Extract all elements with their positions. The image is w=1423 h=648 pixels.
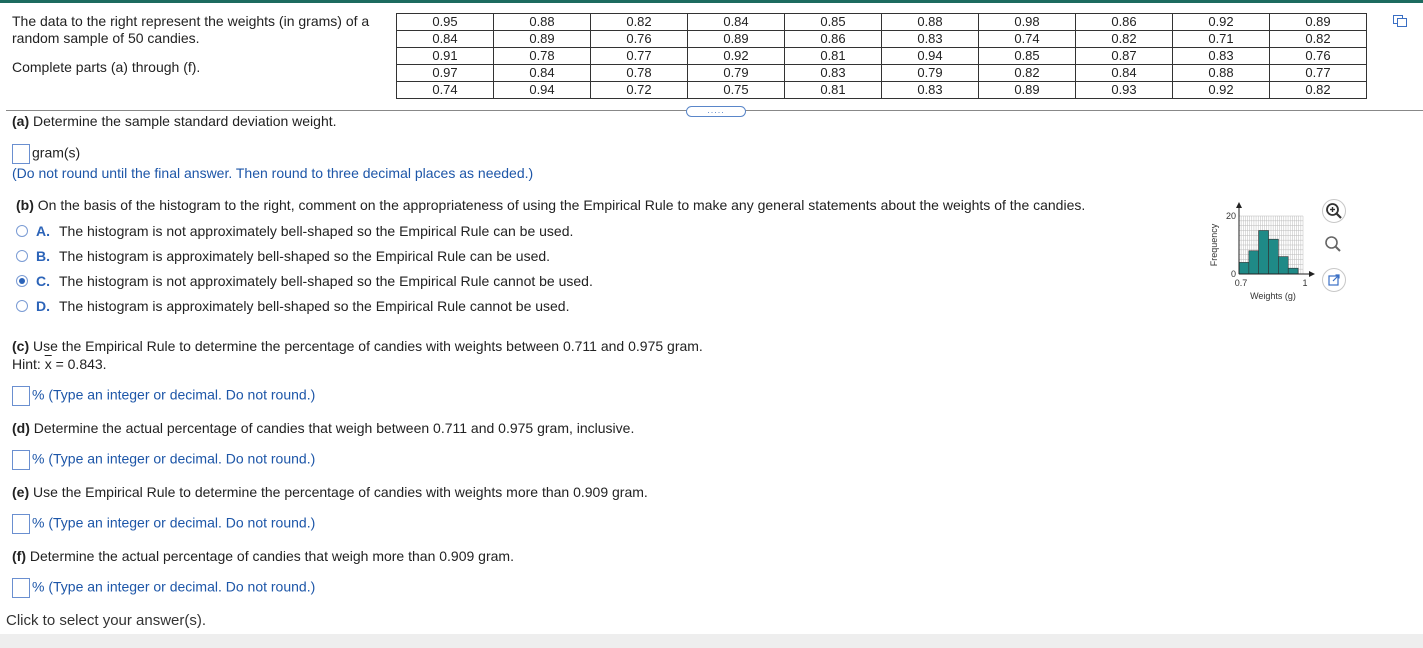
table-cell: 0.92: [1173, 14, 1270, 31]
radio-button[interactable]: [16, 300, 28, 312]
zoom-in-button[interactable]: [1322, 199, 1346, 223]
table-cell: 0.94: [882, 48, 979, 65]
table-cell: 0.71: [1173, 31, 1270, 48]
part-e-answer-row: [12, 514, 315, 534]
table-cell: 0.82: [591, 14, 688, 31]
intro-line-1: The data to the right represent the weights (in grams) of a random sample of 50 candies.: [12, 13, 370, 46]
table-cell: 0.97: [397, 65, 494, 82]
external-link-icon: [1323, 269, 1345, 291]
table-cell: 0.89: [688, 31, 785, 48]
table-row: [397, 82, 1367, 99]
part-c-suffix: % (Type an integer or decimal. Do not round.): [32, 386, 316, 403]
problem-intro: [12, 13, 396, 76]
part-b-label: (b): [16, 197, 34, 213]
table-row: [397, 48, 1367, 65]
table-cell: 0.77: [591, 48, 688, 65]
y-axis-arrow: [1236, 202, 1242, 208]
copy-data-icon[interactable]: [1393, 15, 1407, 27]
x-tick-label: 0.7: [1234, 278, 1248, 288]
choice-text: The histogram is approximately bell-shaped so the Empirical Rule can be used.: [59, 248, 551, 264]
zoom-in-icon: [1323, 200, 1345, 222]
top-accent-bar: [0, 0, 1423, 3]
footer-bar: [0, 634, 1423, 648]
part-e-text: Use the Empirical Rule to determine the percentage of candies with weights more than 0.909 gram.: [33, 484, 648, 500]
histogram-chart: [1205, 198, 1315, 308]
table-cell: 0.83: [785, 65, 882, 82]
table-cell: 0.84: [494, 65, 591, 82]
zoom-out-button[interactable]: [1322, 233, 1344, 255]
table-cell: 0.81: [785, 48, 882, 65]
table-cell: 0.88: [494, 14, 591, 31]
histogram-bar: [1249, 251, 1259, 274]
table-cell: 0.87: [1076, 48, 1173, 65]
part-d-label: (d): [12, 420, 30, 436]
histogram-bar: [1269, 239, 1279, 274]
part-a-answer-row: [12, 144, 80, 164]
part-c-answer-input[interactable]: [12, 386, 30, 406]
part-c-question: [12, 338, 703, 354]
y-tick-label: 0: [1230, 269, 1236, 279]
part-b-question: [16, 197, 1085, 213]
zoom-out-icon: [1322, 233, 1344, 255]
table-cell: 0.82: [1270, 82, 1367, 99]
table-cell: 0.84: [1076, 65, 1173, 82]
table-cell: 0.82: [1270, 31, 1367, 48]
table-row: [397, 65, 1367, 82]
table-cell: 0.84: [397, 31, 494, 48]
intro-line-2: Complete parts (a) through (f).: [12, 59, 201, 75]
table-cell: 0.83: [1173, 48, 1270, 65]
table-cell: 0.72: [591, 82, 688, 99]
part-d-answer-input[interactable]: [12, 450, 30, 470]
hint-prefix: Hint:: [12, 356, 41, 372]
table-cell: 0.76: [1270, 48, 1367, 65]
y-axis-label: Frequency: [1209, 223, 1219, 267]
table-cell: 0.92: [688, 48, 785, 65]
part-d-suffix: % (Type an integer or decimal. Do not round.): [32, 450, 316, 467]
part-f-question: [12, 548, 514, 564]
part-b-text: On the basis of the histogram to the right, comment on the appropriateness of using the Empirical Rule to make any general statements about the weights of the candies.: [37, 197, 1086, 213]
table-cell: 0.81: [785, 82, 882, 99]
part-c-text: Use the Empirical Rule to determine the percentage of candies with weights between 0.711 and 0.975 gram.: [33, 338, 703, 354]
part-d-answer-row: [12, 450, 315, 470]
table-cell: 0.83: [882, 82, 979, 99]
part-f-label: (f): [12, 548, 26, 564]
table-cell: 0.93: [1076, 82, 1173, 99]
table-row: [397, 14, 1367, 31]
x-tick-label: 1: [1302, 278, 1308, 288]
table-cell: 0.78: [591, 65, 688, 82]
choice-c[interactable]: [16, 272, 593, 290]
part-e-label: (e): [12, 484, 30, 500]
part-c-hint: [12, 356, 107, 372]
table-cell: 0.89: [979, 82, 1076, 99]
hint-xbar: $\overline{x}$: [44, 356, 52, 372]
table-cell: 0.89: [1270, 14, 1367, 31]
table-cell: 0.86: [785, 31, 882, 48]
hint-value: = 0.843.: [55, 356, 107, 372]
table-cell: 0.91: [397, 48, 494, 65]
histogram-bar: [1239, 262, 1249, 274]
table-cell: 0.79: [882, 65, 979, 82]
table-cell: 0.76: [591, 31, 688, 48]
table-cell: 0.85: [785, 14, 882, 31]
choice-text: The histogram is approximately bell-shaped so the Empirical Rule cannot be used.: [59, 298, 570, 314]
table-cell: 0.88: [882, 14, 979, 31]
part-a-note: (Do not round until the final answer. Then round to three decimal places as needed.): [12, 165, 534, 181]
choice-text: The histogram is not approximately bell-shaped so the Empirical Rule can be used.: [59, 223, 574, 239]
x-axis-arrow: [1309, 271, 1315, 277]
part-f-answer-input[interactable]: [12, 578, 30, 598]
table-cell: 0.79: [688, 65, 785, 82]
part-a-question: [12, 113, 337, 129]
radio-button[interactable]: [16, 275, 28, 287]
table-cell: 0.98: [979, 14, 1076, 31]
histogram-bar: [1259, 231, 1269, 275]
choice-a[interactable]: [16, 222, 573, 240]
choice-letter: A.: [36, 223, 50, 239]
choice-text: The histogram is not approximately bell-shaped so the Empirical Rule cannot be used.: [59, 273, 593, 289]
part-f-answer-row: [12, 578, 315, 598]
expand-handle[interactable]: .....: [686, 106, 746, 117]
table-cell: 0.84: [688, 14, 785, 31]
table-cell: 0.74: [979, 31, 1076, 48]
table-cell: 0.85: [979, 48, 1076, 65]
histogram-bar: [1278, 257, 1288, 274]
part-c-label: (c): [12, 338, 30, 354]
table-cell: 0.82: [979, 65, 1076, 82]
part-e-question: [12, 484, 648, 500]
table-cell: 0.89: [494, 31, 591, 48]
part-f-suffix: % (Type an integer or decimal. Do not round.): [32, 578, 316, 595]
table-cell: 0.95: [397, 14, 494, 31]
part-a-unit: gram(s): [32, 144, 81, 161]
table-cell: 0.78: [494, 48, 591, 65]
table-cell: 0.74: [397, 82, 494, 99]
choice-d[interactable]: [16, 297, 570, 315]
table-row: [397, 31, 1367, 48]
table-cell: 0.86: [1076, 14, 1173, 31]
radio-button[interactable]: [16, 225, 28, 237]
histogram-bar: [1288, 268, 1298, 274]
part-a-answer-input[interactable]: [12, 144, 30, 164]
y-tick-label: 20: [1225, 211, 1236, 221]
table-cell: 0.92: [1173, 82, 1270, 99]
choice-letter: D.: [36, 298, 50, 314]
choice-letter: C.: [36, 273, 50, 289]
table-cell: 0.82: [1076, 31, 1173, 48]
table-cell: 0.94: [494, 82, 591, 99]
part-e-suffix: % (Type an integer or decimal. Do not round.): [32, 514, 316, 531]
choice-letter: B.: [36, 248, 50, 264]
open-window-button[interactable]: [1322, 268, 1346, 292]
part-f-text: Determine the actual percentage of candies that weigh more than 0.909 gram.: [29, 548, 514, 564]
table-cell: 0.77: [1270, 65, 1367, 82]
choice-b[interactable]: [16, 247, 550, 265]
data-table: [396, 13, 1367, 99]
table-cell: 0.75: [688, 82, 785, 99]
x-axis-label: Weights (g): [1250, 291, 1296, 301]
part-a-label: (a): [12, 113, 30, 129]
radio-button[interactable]: [16, 250, 28, 262]
table-cell: 0.88: [1173, 65, 1270, 82]
footer-instruction: Click to select your answer(s).: [6, 612, 207, 629]
part-d-question: [12, 420, 634, 436]
part-c-answer-row: [12, 386, 315, 406]
part-e-answer-input[interactable]: [12, 514, 30, 534]
table-cell: 0.83: [882, 31, 979, 48]
part-a-text: Determine the sample standard deviation weight.: [33, 113, 337, 129]
part-d-text: Determine the actual percentage of candies that weigh between 0.711 and 0.975 gram, inclusive.: [33, 420, 635, 436]
